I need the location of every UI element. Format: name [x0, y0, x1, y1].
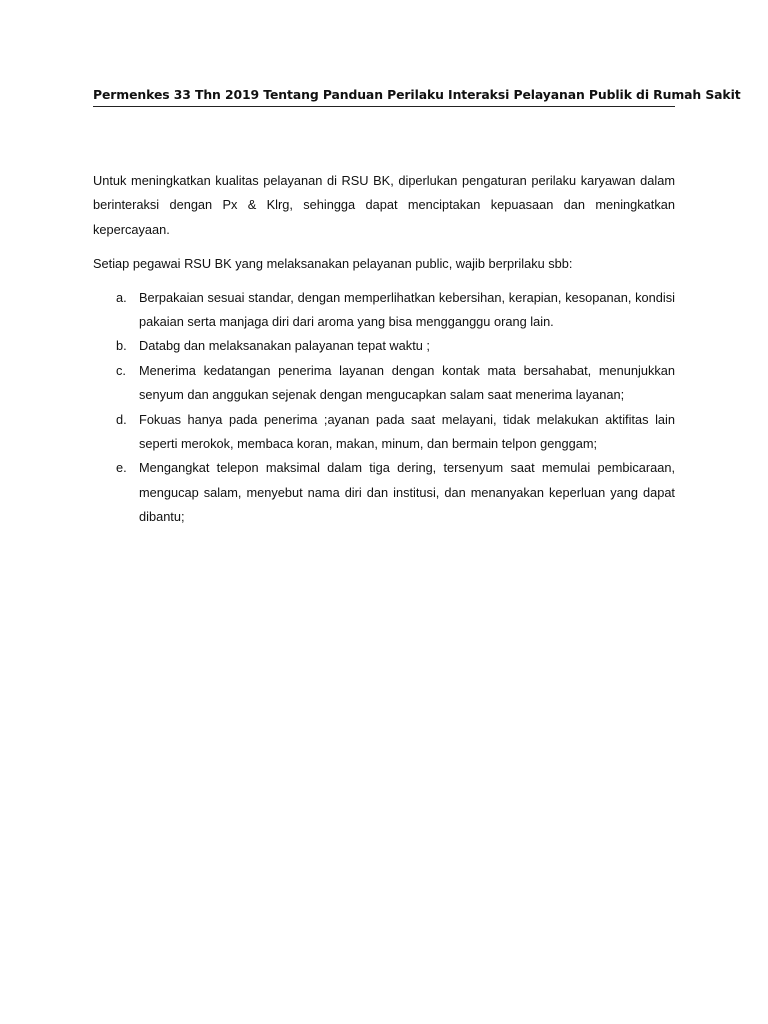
header-title: Permenkes 33 Thn 2019 Tentang Panduan Perilaku Interaksi Pelayanan Publik di Rumah Sakit — [93, 87, 741, 102]
list-marker: a. — [116, 289, 127, 305]
page-header — [93, 86, 741, 107]
behavior-list — [93, 286, 675, 530]
lead-paragraph: Setiap pegawai RSU BK yang melaksanakan pelayanan public, wajib berprilaku sbb: — [93, 256, 573, 272]
list-item — [93, 359, 675, 408]
list-item-text: Menerima kedatangan penerima layanan dengan kontak mata bersahabat, menunjukkan senyum dan anggukan sejenak dengan mengucapkan salam saat menerima layanan; — [139, 362, 675, 403]
list-item — [93, 408, 675, 457]
list-item-text: Databg dan melaksanakan palayanan tepat waktu ; — [139, 338, 430, 354]
list-marker: d. — [116, 411, 127, 427]
list-marker: b. — [116, 338, 127, 354]
list-item — [93, 456, 675, 529]
list-item-text: Fokuas hanya pada penerima ;ayanan pada saat melayani, tidak melakukan aktifitas lain seperti merokok, membaca koran, makan, minum, dan bermain telpon genggam; — [139, 411, 675, 452]
document-body — [93, 169, 675, 530]
list-marker: c. — [116, 362, 126, 378]
list-item-text: Berpakaian sesuai standar, dengan memperlihatkan kebersihan, kerapian, kesopanan, kondisi pakaian serta manjaga diri dari aroma yang bisa mengganggu orang lain. — [139, 289, 675, 330]
list-item-text: Mengangkat telepon maksimal dalam tiga dering, tersenyum saat memulai pembicaraan, mengucap salam, menyebut nama diri dan institusi, dan menanyakan keperluan yang dapat dibantu; — [139, 460, 675, 525]
intro-paragraph: Untuk meningkatkan kualitas pelayanan di RSU BK, diperlukan pengaturan perilaku karyawan dalam berinteraksi dengan Px & Klrg, sehingga dapat menciptakan kepuasaan dan meningkatkan kepercayaan. — [93, 173, 675, 237]
list-marker: e. — [116, 460, 127, 476]
list-item — [93, 286, 675, 335]
list-item — [93, 334, 675, 358]
